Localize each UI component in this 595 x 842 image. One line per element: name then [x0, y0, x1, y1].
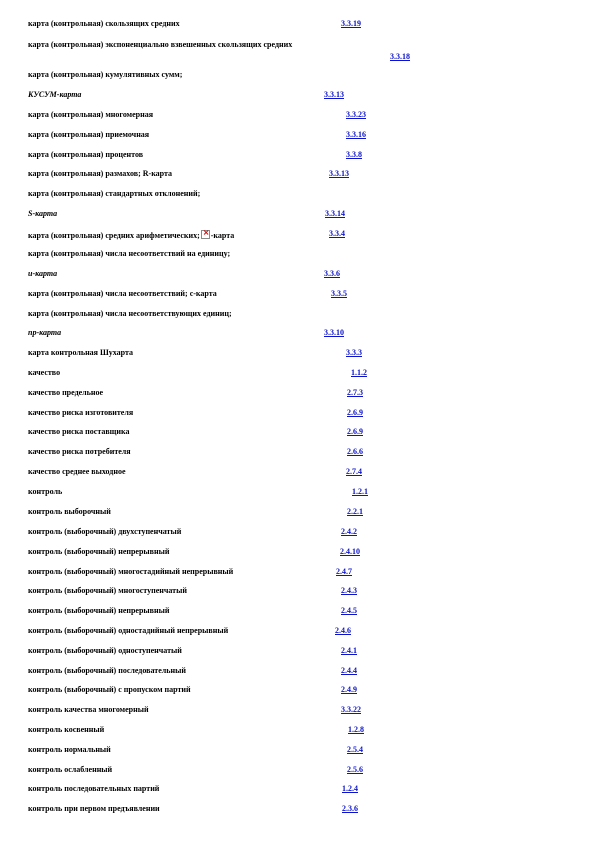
index-term: карта (контрольная) числа несоответствующих единиц;	[28, 309, 232, 318]
index-reference-link[interactable]: 2.4.1	[341, 646, 357, 655]
index-entry	[28, 626, 588, 638]
index-entry	[28, 110, 588, 122]
index-reference-link[interactable]: 3.3.16	[346, 130, 366, 139]
index-term: качество	[28, 368, 61, 377]
index-entry	[28, 19, 588, 31]
index-term: контроль ослабленный	[28, 765, 113, 774]
index-reference-link[interactable]: 3.3.6	[324, 269, 340, 278]
index-entry	[28, 348, 588, 360]
index-reference-link[interactable]: 3.3.13	[324, 90, 344, 99]
index-entry	[28, 586, 588, 598]
index-term: контроль (выборочный) одностадийный непрерывный	[28, 626, 229, 635]
index-reference-link[interactable]: 2.6.9	[347, 427, 363, 436]
index-term: контроль при первом предъявлении	[28, 804, 160, 813]
index-entry	[28, 130, 588, 142]
index-reference-link[interactable]: 2.3.6	[342, 804, 358, 813]
index-reference-link[interactable]: 3.3.14	[325, 209, 345, 218]
index-reference-link[interactable]: 3.3.23	[346, 110, 366, 119]
index-entry	[28, 666, 588, 678]
index-reference-link[interactable]: 2.4.9	[341, 685, 357, 694]
index-entry	[28, 784, 588, 796]
index-term: контроль (выборочный) двухступенчатый	[28, 527, 182, 536]
index-reference-link[interactable]: 2.4.3	[341, 586, 357, 595]
index-term: карта (контрольная) стандартных отклонений;	[28, 189, 201, 198]
index-reference-link[interactable]: 3.3.8	[346, 150, 362, 159]
index-reference-link[interactable]: 3.3.19	[341, 19, 361, 28]
index-reference-link[interactable]: 3.3.5	[331, 289, 347, 298]
index-term: карта (контрольная) кумулятивных сумм;	[28, 70, 183, 79]
index-reference-link[interactable]: 3.3.4	[329, 229, 345, 238]
index-term: контроль последовательных партий	[28, 784, 160, 793]
index-term: контроль (выборочный) непрерывный	[28, 547, 170, 556]
index-term: качество среднее выходное	[28, 467, 126, 476]
index-term: контроль (выборочный) многоступенчатый	[28, 586, 187, 595]
index-term: u-карта	[28, 269, 58, 278]
index-reference-link[interactable]: 2.4.2	[341, 527, 357, 536]
index-term: контроль выборочный	[28, 507, 111, 516]
index-term: качество риска изготовителя	[28, 408, 134, 417]
index-entry	[28, 427, 588, 439]
index-term: контроль (выборочный) последовательный	[28, 666, 186, 675]
index-entry	[28, 209, 588, 221]
index-reference-link[interactable]: 2.4.5	[341, 606, 357, 615]
index-reference-link[interactable]: 3.3.22	[341, 705, 361, 714]
index-term: карта контрольная Шухарта	[28, 348, 134, 357]
index-entry	[28, 289, 588, 301]
index-reference-link[interactable]: 2.7.3	[347, 388, 363, 397]
index-entry	[28, 487, 588, 499]
index-reference-link[interactable]: 3.3.18	[390, 52, 410, 61]
index-term: карта (контрольная) числа несоответствий; c-карта	[28, 289, 217, 298]
index-entry	[28, 169, 588, 181]
index-entry	[28, 368, 588, 380]
index-entry	[28, 765, 588, 777]
index-entry	[28, 804, 588, 816]
index-entry	[28, 150, 588, 162]
index-entry	[28, 685, 588, 697]
index-entry	[28, 507, 588, 519]
index-reference-link[interactable]: 1.2.8	[348, 725, 364, 734]
index-term: карта (контрольная) числа несоответствий на единицу;	[28, 249, 231, 258]
index-entry	[28, 40, 588, 62]
index-entry	[28, 447, 588, 459]
index-entry	[28, 408, 588, 420]
index-reference-link[interactable]: 2.4.7	[336, 567, 352, 576]
index-reference-link[interactable]: 1.2.1	[352, 487, 368, 496]
index-term: контроль	[28, 487, 63, 496]
index-term: контроль качества многомерный	[28, 705, 149, 714]
index-term: карта (контрольная) экспоненциально взвешенных скользящих средних	[28, 40, 293, 49]
index-term: карта (контрольная) скользящих средних	[28, 19, 180, 28]
index-entry	[28, 70, 588, 82]
index-term: np-карта	[28, 328, 62, 337]
index-term: качество риска потребителя	[28, 447, 131, 456]
index-reference-link[interactable]: 2.5.6	[347, 765, 363, 774]
index-entry	[28, 606, 588, 618]
index-entry	[28, 527, 588, 539]
index-entry	[28, 229, 588, 241]
index-term: контроль (выборочный) непрерывный	[28, 606, 170, 615]
index-entry	[28, 547, 588, 559]
index-reference-link[interactable]: 3.3.13	[329, 169, 349, 178]
index-entry	[28, 646, 588, 658]
index-reference-link[interactable]: 3.3.10	[324, 328, 344, 337]
index-entry	[28, 467, 588, 479]
index-entry	[28, 567, 588, 579]
index-term: карта (контрольная) процентов	[28, 150, 144, 159]
index-term: контроль (выборочный) одноступенчатый	[28, 646, 182, 655]
index-reference-link[interactable]: 2.2.1	[347, 507, 363, 516]
index-term-part: карта (контрольная) средних арифметических;	[28, 231, 200, 240]
index-reference-link[interactable]: 2.6.6	[347, 447, 363, 456]
index-term: качество риска поставщика	[28, 427, 130, 436]
index-reference-link[interactable]: 2.6.9	[347, 408, 363, 417]
index-term: качество предельное	[28, 388, 104, 397]
index-term: карта (контрольная) многомерная	[28, 110, 154, 119]
index-term	[28, 229, 234, 241]
index-term: S-карта	[28, 209, 58, 218]
index-reference-link[interactable]: 2.7.4	[346, 467, 362, 476]
index-entry	[28, 90, 588, 102]
index-term: контроль нормальный	[28, 745, 111, 754]
broken-image-icon	[201, 230, 210, 239]
index-term-part: -карта	[210, 231, 235, 240]
index-term: контроль (выборочный) с пропуском партий	[28, 685, 191, 694]
index-reference-link[interactable]: 2.4.10	[340, 547, 360, 556]
index-entry	[28, 189, 588, 201]
index-term: карта (контрольная) размахов; R-карта	[28, 169, 173, 178]
index-entry	[28, 249, 588, 261]
index-entry	[28, 269, 588, 281]
index-entry	[28, 388, 588, 400]
index-reference-link[interactable]: 2.4.4	[341, 666, 357, 675]
index-term: КУСУМ-карта	[28, 90, 82, 99]
index-entry	[28, 705, 588, 717]
index-term: карта (контрольная) приемочная	[28, 130, 150, 139]
index-term: контроль косвенный	[28, 725, 105, 734]
index-entry	[28, 725, 588, 737]
index-entry	[28, 309, 588, 321]
index-reference-link[interactable]: 1.2.4	[342, 784, 358, 793]
index-term: контроль (выборочный) многостадийный непрерывный	[28, 567, 234, 576]
index-reference-link[interactable]: 2.5.4	[347, 745, 363, 754]
index-reference-link[interactable]: 3.3.3	[346, 348, 362, 357]
index-entry	[28, 745, 588, 757]
index-reference-link[interactable]: 2.4.6	[335, 626, 351, 635]
index-entry	[28, 328, 588, 340]
index-reference-link[interactable]: 1.1.2	[351, 368, 367, 377]
